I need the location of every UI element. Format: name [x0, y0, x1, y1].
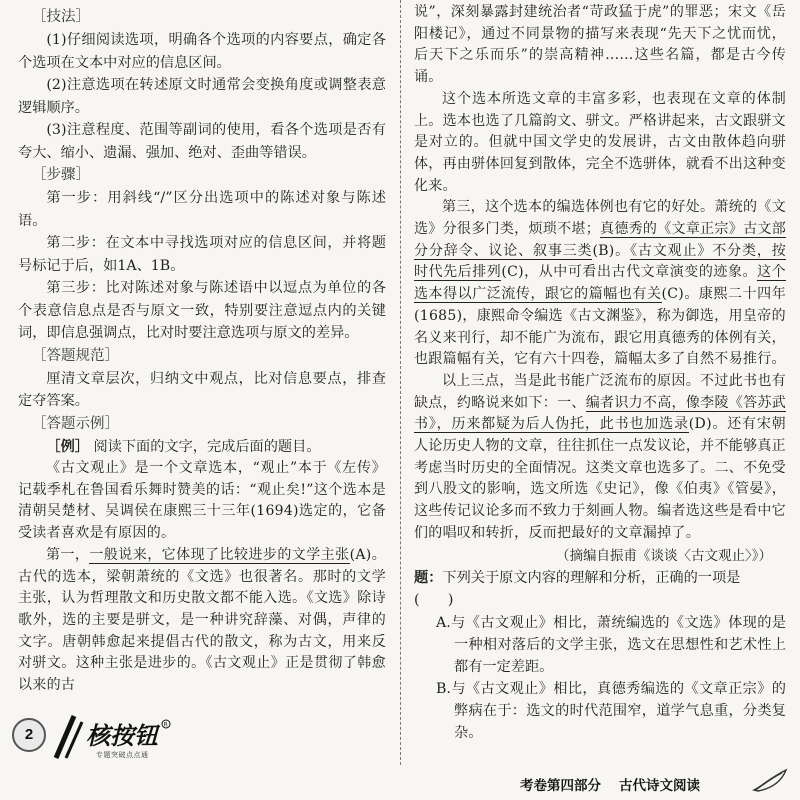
passage-paragraph-3: 这个选本所选文章的丰富多彩，也表现在文章的体制上。选本也选了几篇韵文、骈文。严格讲起来，古文跟骈文是对立的。但就中国文学史的发展讲，古文由散体趋向骈体，再由骈体回复到散体，完全不选骈体，就看不出这种变化来。 [414, 90, 786, 194]
footer-section-title: 古代诗文阅读 [619, 778, 700, 793]
underlined-c: 《古文观止》不分类，按时代先后排列 [414, 242, 786, 281]
heading-method: ［技法］ [32, 9, 90, 25]
method-3: (3)注意程度、范围等副词的使用，看各个选项是否有夸大、缩小、遗漏、强加、绝对、歪曲等错误。 [18, 122, 386, 161]
step-2: 第二步：在文本中寻找选项对应的信息区间，并将题号标记于后，如1A、1B。 [18, 235, 386, 274]
method-2: (2)注意选项在转述原文时通常会变换角度或调整表意逻辑顺序。 [18, 77, 386, 116]
question-text: 下列关于原文内容的理解和分析，正确的一项是 [442, 569, 741, 586]
underlined-d: 编者识力不高，像李陵《答苏武书》，历来都疑为后人伪托，此书也加选录 [414, 394, 786, 433]
heading-norm: ［答题规范］ [32, 347, 119, 364]
step-1: 第一步：用斜线“/”区分出选项中的陈述对象与陈述语。 [18, 190, 386, 229]
heading-steps: ［步骤］ [32, 167, 90, 183]
column-divider [400, 0, 401, 765]
footer-part: 考卷第四部分 [520, 778, 601, 793]
method-1: (1)仔细阅读选项，明确各个选项的内容要点，确定各个选项在文本中对应的信息区间。 [18, 32, 386, 71]
underlined-c2: 这个选本得以广泛流传，跟它的篇幅也有关 [414, 264, 786, 303]
passage-paragraph-4 [414, 197, 786, 371]
underlined-b: 真德秀的《文章正宗》古文部分分辞令、议论、叙事三类 [414, 221, 786, 259]
leaf-icon [752, 766, 788, 794]
heading-example: ［答题示例］ [32, 415, 119, 432]
example-tag: ［例］ [46, 438, 89, 455]
question-stem [414, 567, 786, 612]
p2-lead: 第一， [46, 546, 90, 563]
left-column [18, 0, 386, 697]
passage-paragraph-1: 《古文观止》是一个文章选本，“观止”本于《左传》记载季札在鲁国看乐舞时赞美的话：“观止矣!”这个选本是清朝吴楚材、吴调侯在康熙三十三年(1694)选定的，它备受读者喜欢是有原因的。 [18, 460, 386, 542]
option-a: A.与《古文观止》相比，萧统编选的《文选》体现的是一种相对落后的文学主张，选文在思想性和艺术性上都有一定差距。 [436, 614, 786, 675]
logo-subtitle: 专题突破点点通 [96, 752, 149, 759]
example-intro [18, 436, 386, 459]
option-b: B.与《古文观止》相比，真德秀编选的《文章正宗》的弊病在于：选文的时代范围窄，道学气息重，分类复杂。 [436, 680, 786, 741]
logo-text: 核按钮 [86, 721, 158, 750]
svg-text:R: R [163, 721, 168, 729]
step-3: 第三步：比对陈述对象与陈述语中以逗点为单位的各个表意信息点是否与原文一致，特别要注意逗点内的关键词，即信息强调点，比对时要注意选项与原文的差异。 [18, 280, 386, 341]
p5-lead: 以上三点，当是此书能广泛流布的原因。不过此书也有缺点，约略说来如下：一、 [414, 372, 786, 411]
p4-rest: (C)。康熙二十四年(1685)，康熙命令编选《古文渊鉴》，称为御选，用皇帝的名义来刊行，却不能广为流布，跟它用真德秀的体例有关，也跟篇幅有关，它有六十四卷，篇幅太多了自然不易推行。 [414, 286, 786, 368]
passage-paragraph-5 [414, 371, 786, 545]
passage-paragraph-2 [18, 545, 386, 697]
p4-mid: (C)，从中可看出古代文章演变的迹象。 [501, 264, 758, 281]
footer-brand [8, 712, 208, 768]
p5-rest: (D)。还有宋朝人论历史人物的文章，往往抓住一点发议论，并不能够真正考虑当时历史的全面情况。这类文章也选多了。二、不免受到八股文的影响，选文所选《史记》，像《伯夷》《管晏》，这些传记议论多而不致力于刻画人物。编者选这些是看中它们的唱叹和转折，反而把最好的文章漏掉了。 [414, 416, 786, 541]
p4-lead: 第三，这个选本的编选体例也有它的好处。萧统的《文选》分很多门类，烦琐不堪； [414, 199, 786, 238]
mark-b: (B)。 [592, 242, 630, 259]
answer-blank: ( ) [414, 592, 454, 609]
page-number: 2 [12, 718, 46, 752]
underlined-a: 一般说来，它体现了比较进步的文学主张 [89, 546, 350, 563]
footer-section [520, 774, 718, 794]
norm-text: 厘清文章层次，归纳文中观点，比对信息要点，排查定夺答案。 [18, 370, 386, 409]
question-label: 题： [414, 569, 443, 586]
passage-continued: 说”，深刻暴露封建统治者“苛政猛于虎”的罪恶；宋文《岳阳楼记》，通过不同景物的描写来表现“先天下之忧而忧，后天下之乐而乐”的崇高精神……这些名篇，都是古今传诵。 [414, 4, 786, 86]
p2-rest: (A)。古代的选本，梁朝萧统的《文选》也很著名。那时的文学主张，认为哲理散文和历史散文都不能入选。《文选》除诗歌外，选的主要是骈文，是一种讲究辞藻、对偶，声律的文字。唐朝韩愈起来提倡古代的散文，称为古文，用来反对骈文。这种主张是进步的。《古文观止》正是贯彻了韩愈以来的古 [18, 546, 387, 694]
right-column [414, 0, 786, 744]
source-citation: （摘编自振甫《谈谈〈古文观止〉》） [556, 547, 772, 564]
example-intro-text: 阅读下面的文字，完成后面的题目。 [93, 438, 321, 455]
